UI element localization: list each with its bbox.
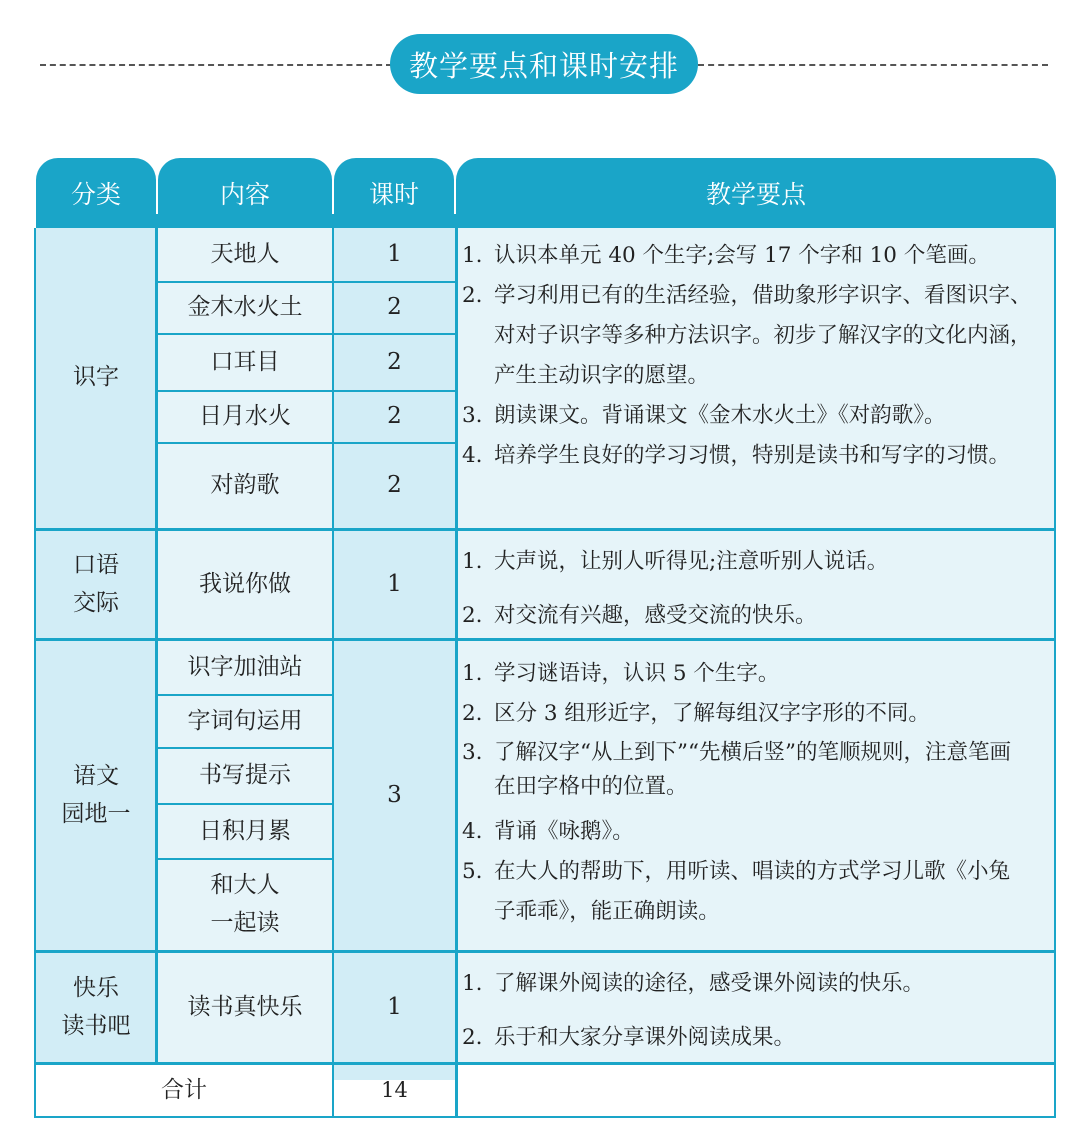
teaching-points	[462, 962, 1042, 1060]
border-right	[1054, 228, 1056, 1118]
point-item: 1. 学习谜语诗，认识 5 个生字。	[462, 661, 780, 686]
content-cell: 天地人	[210, 240, 280, 267]
content-cell	[158, 860, 332, 950]
header-content: 内容	[158, 158, 332, 228]
title-divider-left	[40, 64, 392, 66]
header-category: 分类	[36, 158, 156, 228]
point-item: 2. 学习利用已有的生活经验，借助象形字识字、看图识字、对对子识字等多种方法识字。初步了解汉字的文化内涵，产生主动识字的愿望。	[462, 283, 1032, 388]
category-cell	[36, 531, 156, 638]
teaching-points	[462, 540, 1042, 638]
category-line: 读书吧	[61, 1012, 131, 1039]
page-title: 教学要点和课时安排	[390, 34, 698, 94]
header-hours: 课时	[334, 158, 454, 228]
content-cell: 识字加油站	[187, 653, 303, 680]
content-cell: 书写提示	[199, 762, 291, 789]
title-divider-right	[698, 64, 1048, 66]
hours-cell: 2	[387, 294, 402, 321]
content-line: 一起读	[210, 910, 280, 936]
point-item: 5. 在大人的帮助下，用听读、唱读的方式学习儿歌《小兔子乖乖》，能正确朗读。	[462, 859, 1011, 924]
hours-cell: 1	[387, 240, 402, 267]
point-item: 2. 乐于和大家分享课外阅读成果。	[462, 1025, 796, 1050]
content-cell: 读书真快乐	[187, 993, 303, 1020]
header-points: 教学要点	[456, 158, 1056, 228]
col-line-3	[455, 228, 458, 1118]
category-cell	[36, 641, 156, 950]
point-item: 3. 了解汉字“从上到下”“先横后竖”的笔顺规则，注意笔画在田字格中的位置。	[462, 740, 1011, 799]
teaching-points	[462, 236, 1042, 476]
hours-cell: 2	[387, 472, 402, 499]
content-cell: 日积月累	[199, 817, 291, 844]
point-item: 4. 背诵《咏鹅》。	[462, 819, 634, 844]
hours-cell: 3	[387, 781, 402, 808]
category-line: 快乐	[73, 974, 119, 1001]
content-cell: 我说你做	[199, 570, 291, 597]
total-points-empty	[458, 1065, 1054, 1116]
hours-cell: 1	[387, 993, 402, 1020]
total-hours: 14	[381, 1078, 408, 1103]
point-item: 2. 区分 3 组形近字，了解每组汉字字形的不同。	[462, 701, 930, 726]
category-cell: 识字	[73, 364, 119, 391]
category-line: 交际	[73, 589, 119, 616]
teaching-points	[462, 654, 1022, 932]
content-line: 和大人	[210, 872, 280, 899]
hours-cell: 1	[387, 570, 402, 597]
total-label: 合计	[161, 1076, 207, 1103]
border-bottom	[34, 1116, 1056, 1118]
content-cell: 日月水火	[199, 403, 291, 430]
point-item: 1. 认识本单元 40 个生字;会写 17 个字和 10 个笔画。	[462, 243, 990, 268]
point-item: 1. 了解课外阅读的途径，感受课外阅读的快乐。	[462, 971, 925, 996]
point-item: 3. 朗读课文。背诵课文《金木水火土》《对韵歌》。	[462, 403, 946, 428]
content-cell: 对韵歌	[210, 472, 280, 499]
category-line: 口语	[73, 551, 119, 578]
category-cell	[36, 953, 156, 1062]
category-line: 园地一	[61, 800, 131, 827]
point-item: 4. 培养学生良好的学习习惯，特别是读书和写字的习惯。	[462, 443, 1011, 468]
hours-cell: 2	[387, 403, 402, 430]
point-item: 2. 对交流有兴趣，感受交流的快乐。	[462, 603, 817, 628]
category-line: 语文	[73, 762, 119, 789]
content-cell: 字词句运用	[187, 707, 303, 734]
content-cell: 口耳目	[210, 348, 280, 375]
hours-cell: 2	[387, 348, 402, 375]
content-cell: 金木水火土	[187, 294, 303, 321]
point-item: 1. 大声说，让别人听得见;注意听别人说话。	[462, 549, 889, 574]
